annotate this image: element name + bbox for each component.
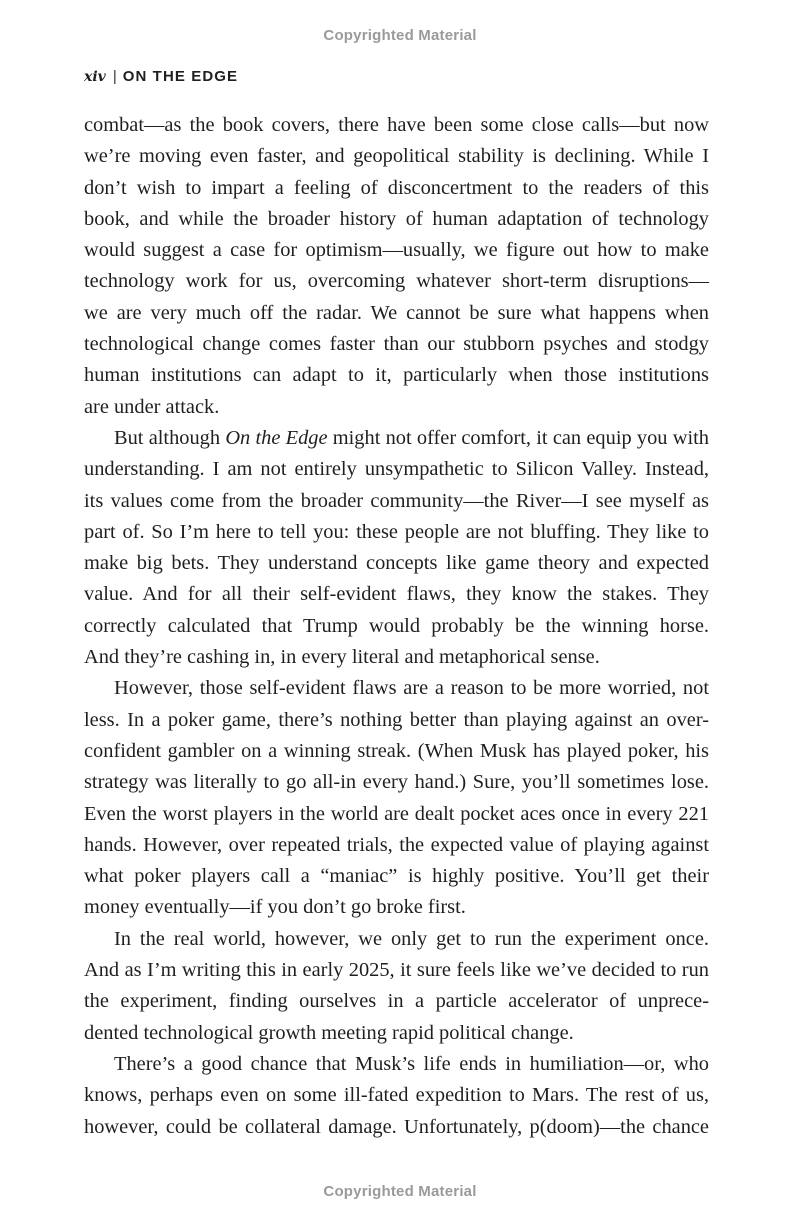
text-line: less. In a poker game, there’s nothing better than playing against an over- (84, 708, 709, 731)
text-line: human institutions can adapt to it, particularly when those institutions (84, 364, 709, 387)
text-line: book, and while the broader history of human adaptation of technology (84, 207, 709, 230)
text-line: dented technological growth meeting rapid political change. (84, 1021, 574, 1044)
text-line: knows, perhaps even on some ill-fated expedition to Mars. The rest of us, (84, 1084, 709, 1107)
text-line: hands. However, over repeated trials, the expected value of playing against (84, 833, 709, 856)
text-line: strategy was literally to go all-in every hand.) Sure, you’ll sometimes lose. (84, 771, 709, 794)
text-segment: But although (114, 426, 226, 449)
text-line: technology work for us, overcoming whatever short-term disruptions— (84, 270, 709, 293)
text-line: would suggest a case for optimism—usually, we figure out how to make (84, 239, 709, 262)
running-head (84, 67, 238, 87)
text-line: And they’re cashing in, in every literal and metaphorical sense. (84, 646, 600, 669)
text-line: correctly calculated that Trump would probably be the winning horse. (84, 614, 709, 637)
body-text (84, 110, 709, 1143)
text-line: we’re moving even faster, and geopolitical stability is declining. While I (84, 145, 709, 168)
text-line: part of. So I’m here to tell you: these people are not bluffing. They like to (84, 520, 709, 543)
watermark-bottom: Copyrighted Material (323, 1183, 477, 1200)
book-title: ON THE EDGE (122, 68, 239, 85)
text-line: And as I’m writing this in early 2025, it sure feels like we’ve decided to run (84, 959, 709, 982)
text-line: however, could be collateral damage. Unfortunately, p(doom)—the chance (84, 1115, 709, 1138)
text-line: value. And for all their self-evident flaws, they know the stakes. They (84, 583, 709, 606)
text-line: money eventually—if you don’t go broke first. (84, 896, 466, 919)
watermark-top: Copyrighted Material (323, 27, 477, 44)
text-line: technological change comes faster than our stubborn psyches and stodgy (84, 333, 709, 356)
text-line: Even the worst players in the world are dealt pocket aces once in every 221 (84, 802, 709, 825)
text-line: what poker players call a “maniac” is highly positive. You’ll get their (84, 865, 709, 888)
text-line: its values come from the broader community—the River—I see myself as (84, 489, 709, 512)
text-line: make big bets. They understand concepts like game theory and expected (84, 552, 709, 575)
text-line: we are very much off the radar. We cannot be sure what happens when (84, 301, 709, 324)
book-title-italic: On the Edge (225, 426, 328, 449)
text-line: confident gambler on a winning streak. (When Musk has played poker, his (84, 739, 709, 762)
text-line: are under attack. (84, 395, 220, 418)
text-line (84, 423, 709, 454)
text-line: combat—as the book covers, there have been some close calls—but now (84, 114, 709, 136)
text-line: the experiment, finding ourselves in a particle accelerator of unprece- (84, 990, 709, 1013)
text-line: understanding. I am not entirely unsympathetic to Silicon Valley. Instead, (84, 458, 709, 481)
text-line: In the real world, however, we only get to run the experiment once. (114, 927, 709, 950)
running-head-separator: | (112, 68, 117, 85)
text-line: However, those self-evident flaws are a reason to be more worried, not (114, 677, 709, 700)
text-segment: might not offer comfort, it can equip you with (327, 426, 709, 449)
text-line: don’t wish to impart a feeling of disconcertment to the readers of this (84, 176, 709, 199)
page-number: xiv (84, 69, 106, 85)
text-line: There’s a good chance that Musk’s life ends in humiliation—or, who (114, 1052, 709, 1075)
